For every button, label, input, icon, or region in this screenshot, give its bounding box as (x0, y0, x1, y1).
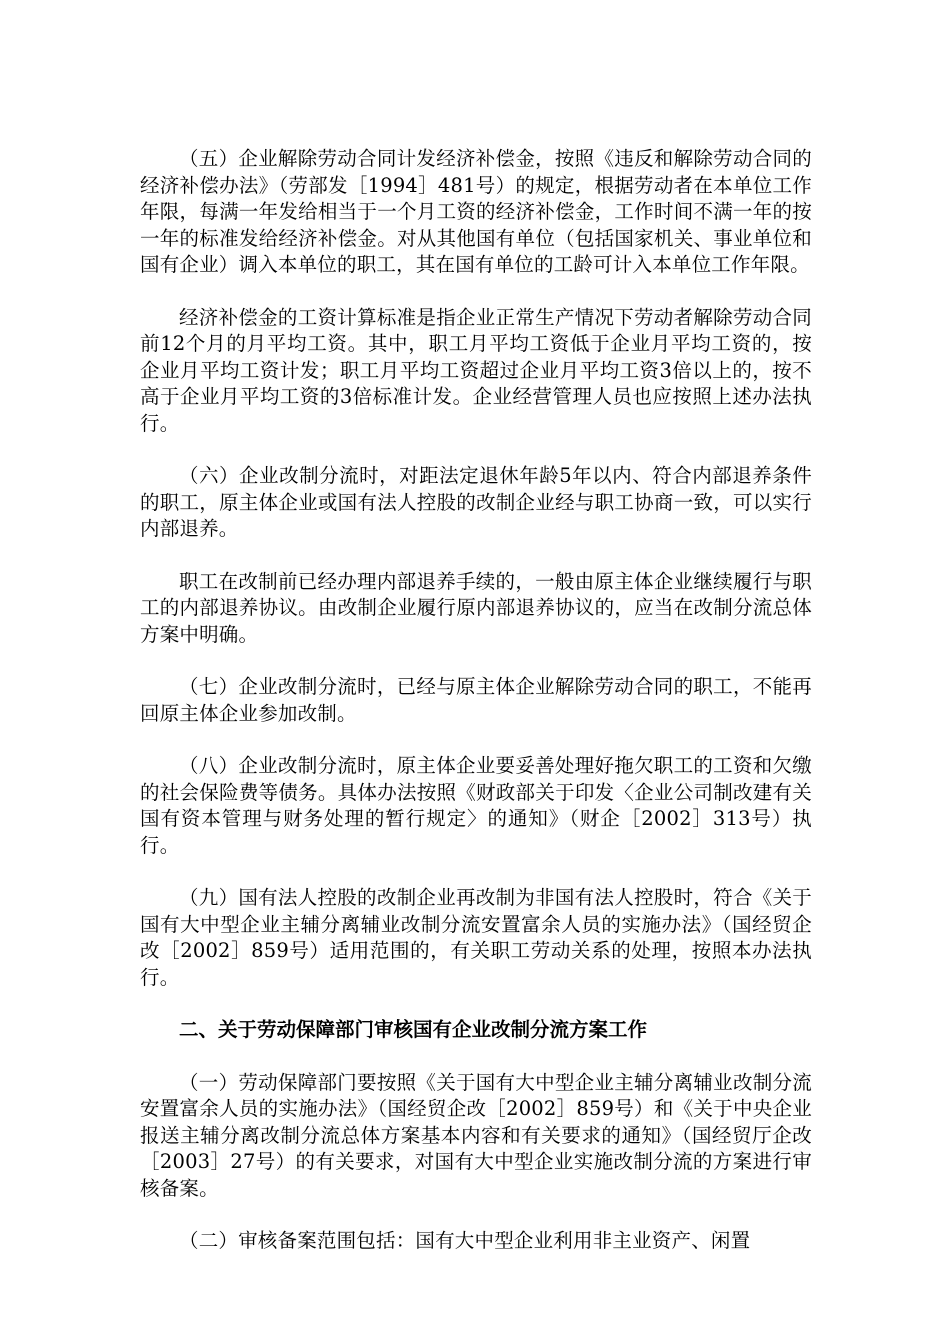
section-paragraph-2: （二）审核备案范围包括：国有大中型企业利用非主业资产、闲置 (179, 1229, 751, 1252)
paragraph-6: （六）企业改制分流时，对距法定退休年龄5年以内、符合内部退养条件的职工，原主体企业或国有法人控股的改制企业经与职工协商一致，可以实行内部退养。 (140, 464, 812, 540)
document-page (140, 146, 812, 1255)
section-heading: 二、关于劳动保障部门审核国有企业改制分流方案工作 (179, 1018, 648, 1041)
paragraph-compensation-standard: 经济补偿金的工资计算标准是指企业正常生产情况下劳动者解除劳动合同前12个月的月平均工资。其中，职工月平均工资低于企业月平均工资的，按企业月平均工资计发；职工月平均工资超过企业月平均工资3倍以上的，按不高于企业月平均工资的3倍标准计发。企业经营管理人员也应按照上述办法执行。 (140, 305, 812, 435)
paragraph-8: （八）企业改制分流时，原主体企业要妥善处理好拖欠职工的工资和欠缴的社会保险费等债务。具体办法按照《财政部关于印发〈企业公司制改建有关国有资本管理与财务处理的暂行规定〉的通知》（财企［2002］313号）执行。 (140, 754, 812, 857)
paragraph-internal-retirement: 职工在改制前已经办理内部退养手续的，一般由原主体企业继续履行与职工的内部退养协议。由改制企业履行原内部退养协议的，应当在改制分流总体方案中明确。 (140, 569, 812, 646)
paragraph-5: （五）企业解除劳动合同计发经济补偿金，按照《违反和解除劳动合同的经济补偿办法》（劳部发［1994］481号）的规定，根据劳动者在本单位工作年限，每满一年发给相当于一个月工资的经济补偿金，工作时间不满一年的按一年的标准发给经济补偿金。对从其他国有单位（包括国家机关、事业单位和国有企业）调入本单位的职工，其在国有单位的工龄可计入本单位工作年限。 (140, 147, 812, 276)
paragraph-9: （九）国有法人控股的改制企业再改制为非国有法人控股时，符合《关于国有大中型企业主辅分离辅业改制分流安置富余人员的实施办法》（国经贸企改［2002］859号）适用范围的，有关职工劳动关系的处理，按照本办法执行。 (140, 886, 812, 989)
section-paragraph-1: （一）劳动保障部门要按照《关于国有大中型企业主辅分离辅业改制分流安置富余人员的实施办法》（国经贸企改［2002］859号）和《关于中央企业报送主辅分离改制分流总体方案基本内容和有关要求的通知》（国经贸厅企改［2003］27号）的有关要求，对国有大中型企业实施改制分流的方案进行审核备案。 (140, 1070, 812, 1200)
paragraph-7: （七）企业改制分流时，已经与原主体企业解除劳动合同的职工，不能再回原主体企业参加改制。 (140, 675, 812, 725)
